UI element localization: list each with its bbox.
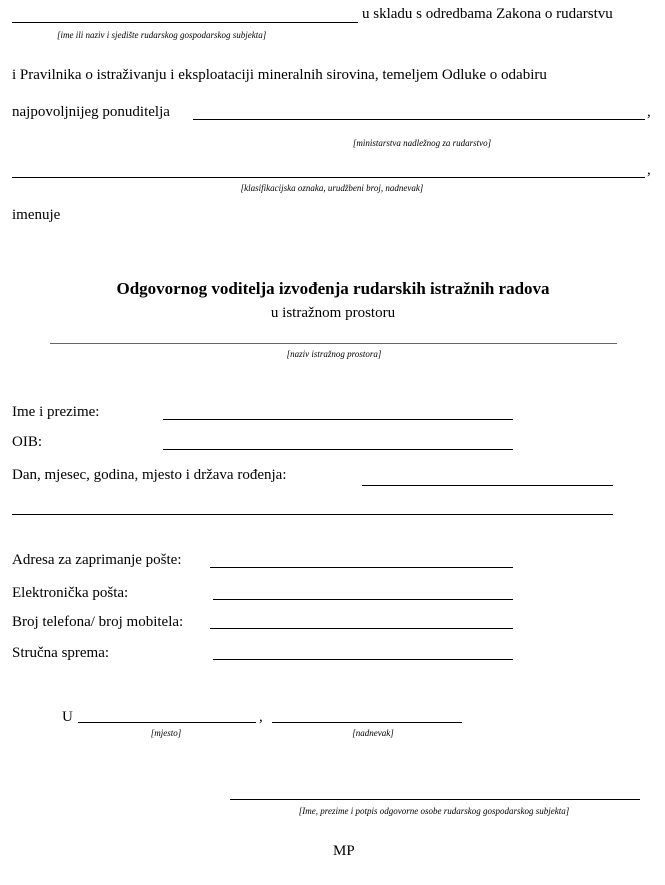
oib-line[interactable] (163, 449, 513, 450)
signature-caption: [Ime, prezime i potpis odgovorne osobe rudarskog gospodarskog subjekta] (298, 806, 570, 816)
birth-line[interactable] (362, 485, 613, 486)
phone-line[interactable] (210, 628, 513, 629)
subject-name-line[interactable] (12, 22, 358, 23)
phone-label: Broj telefona/ broj mobitela: (12, 614, 184, 630)
address-label: Adresa za zaprimanje pošte: (12, 552, 182, 568)
stamp-label: MP (333, 843, 355, 859)
email-label: Elektronička pošta: (12, 585, 129, 601)
address-line[interactable] (210, 567, 513, 568)
email-line[interactable] (213, 599, 513, 600)
place-line[interactable] (78, 722, 256, 723)
imenuje-text: imenuje (12, 207, 61, 223)
subject-caption: [ime ili naziv i sjedište rudarskog gospodarskog subjekta] (57, 30, 267, 40)
place-prefix: U (62, 709, 73, 725)
comma: , (259, 709, 263, 725)
date-line[interactable] (272, 722, 462, 723)
birth-line-2[interactable] (12, 514, 613, 515)
comma: , (647, 104, 651, 120)
place-caption: [mjesto] (150, 728, 182, 738)
qualification-line[interactable] (213, 659, 513, 660)
comma: , (647, 162, 651, 178)
ministry-line[interactable] (193, 119, 645, 120)
intro-line2-text: i Pravilnika o istraživanju i eksploataciji mineralnih sirovina, temeljem Odluke o odabiru (12, 67, 547, 83)
ministry-caption: [ministarstva nadležnog za rudarstvo] (352, 138, 492, 148)
area-caption: [naziv istražnog prostora] (286, 349, 382, 359)
name-label: Ime i prezime: (12, 404, 100, 420)
document-title: Odgovornog voditelja izvođenja rudarskih istražnih radova (116, 279, 550, 298)
reference-caption: [klasifikacijska oznaka, urudžbeni broj, nadnevak] (240, 183, 424, 193)
birth-label: Dan, mjesec, godina, mjesto i država rođenja: (12, 467, 287, 483)
area-line[interactable] (50, 343, 617, 344)
document-subtitle: u istražnom prostoru (270, 305, 396, 321)
intro-line1-text: u skladu s odredbama Zakona o rudarstvu (362, 6, 613, 22)
qualification-label: Stručna sprema: (12, 645, 110, 661)
date-caption: [nadnevak] (352, 728, 394, 738)
oib-label: OIB: (12, 434, 42, 450)
reference-line[interactable] (12, 177, 645, 178)
intro-line3-text: najpovoljnijeg ponuditelja (12, 104, 170, 120)
signature-line[interactable] (230, 799, 640, 800)
name-line[interactable] (163, 419, 513, 420)
